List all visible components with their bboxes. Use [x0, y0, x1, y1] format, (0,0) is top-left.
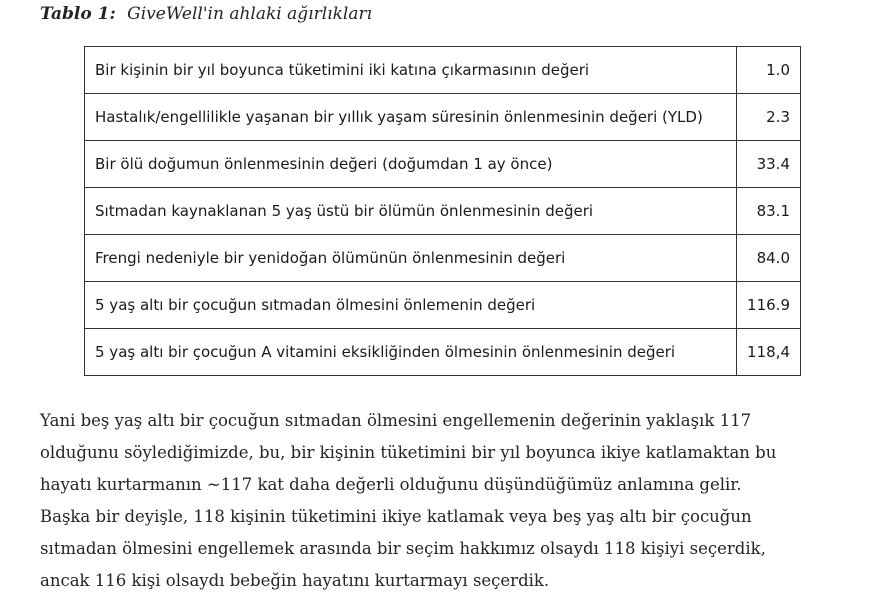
table-row	[85, 235, 801, 282]
caption-label: Tablo 1:	[40, 4, 116, 24]
row-description: 5 yaş altı bir çocuğun sıtmadan ölmesini önlemenin değeri	[85, 282, 737, 329]
paragraph-line: olduğunu söylediğimizde, bu, bir kişinin tüketimini bir yıl boyunca ikiye katlamaktan bu	[40, 443, 777, 462]
row-value: 33.4	[737, 141, 801, 188]
table-row	[85, 141, 801, 188]
row-value: 116.9	[737, 282, 801, 329]
table-row	[85, 94, 801, 141]
row-value: 83.1	[737, 188, 801, 235]
row-description: Hastalık/engellilikle yaşanan bir yıllık yaşam süresinin önlenmesinin değeri (YLD)	[85, 94, 737, 141]
table-row	[85, 282, 801, 329]
paragraph-line: ancak 116 kişi olsaydı bebeğin hayatını kurtarmayı seçerdik.	[40, 571, 550, 590]
moral-weights-table	[84, 46, 801, 376]
row-description: Bir kişinin bir yıl boyunca tüketimini iki katına çıkarmasının değeri	[85, 47, 737, 94]
paragraph-line: Yani beş yaş altı bir çocuğun sıtmadan ölmesini engellemenin değerinin yaklaşık 117	[40, 411, 752, 430]
row-description: Frengi nedeniyle bir yenidoğan ölümünün önlenmesinin değeri	[85, 235, 737, 282]
paragraph-line: hayatı kurtarmanın ~117 kat daha değerli olduğunu düşündüğümüz anlamına gelir.	[40, 475, 742, 494]
row-description: Sıtmadan kaynaklanan 5 yaş üstü bir ölümün önlenmesinin değeri	[85, 188, 737, 235]
table-row	[85, 329, 801, 376]
row-value: 1.0	[737, 47, 801, 94]
caption-title: GiveWell'in ahlaki ağırlıkları	[127, 4, 373, 24]
row-description: 5 yaş altı bir çocuğun A vitamini eksikliğinden ölmesinin önlenmesinin değeri	[85, 329, 737, 376]
row-value: 84.0	[737, 235, 801, 282]
table-row	[85, 47, 801, 94]
row-description: Bir ölü doğumun önlenmesinin değeri (doğumdan 1 ay önce)	[85, 141, 737, 188]
table-row	[85, 188, 801, 235]
table-caption	[40, 4, 372, 24]
row-value: 2.3	[737, 94, 801, 141]
body-paragraph	[40, 405, 860, 597]
row-value: 118,4	[737, 329, 801, 376]
paragraph-line: sıtmadan ölmesini engellemek arasında bir seçim hakkımız olsaydı 118 kişiyi seçerdik,	[40, 539, 766, 558]
paragraph-line: Başka bir deyişle, 118 kişinin tüketimini ikiye katlamak veya beş yaş altı bir çocuğun	[40, 507, 752, 526]
